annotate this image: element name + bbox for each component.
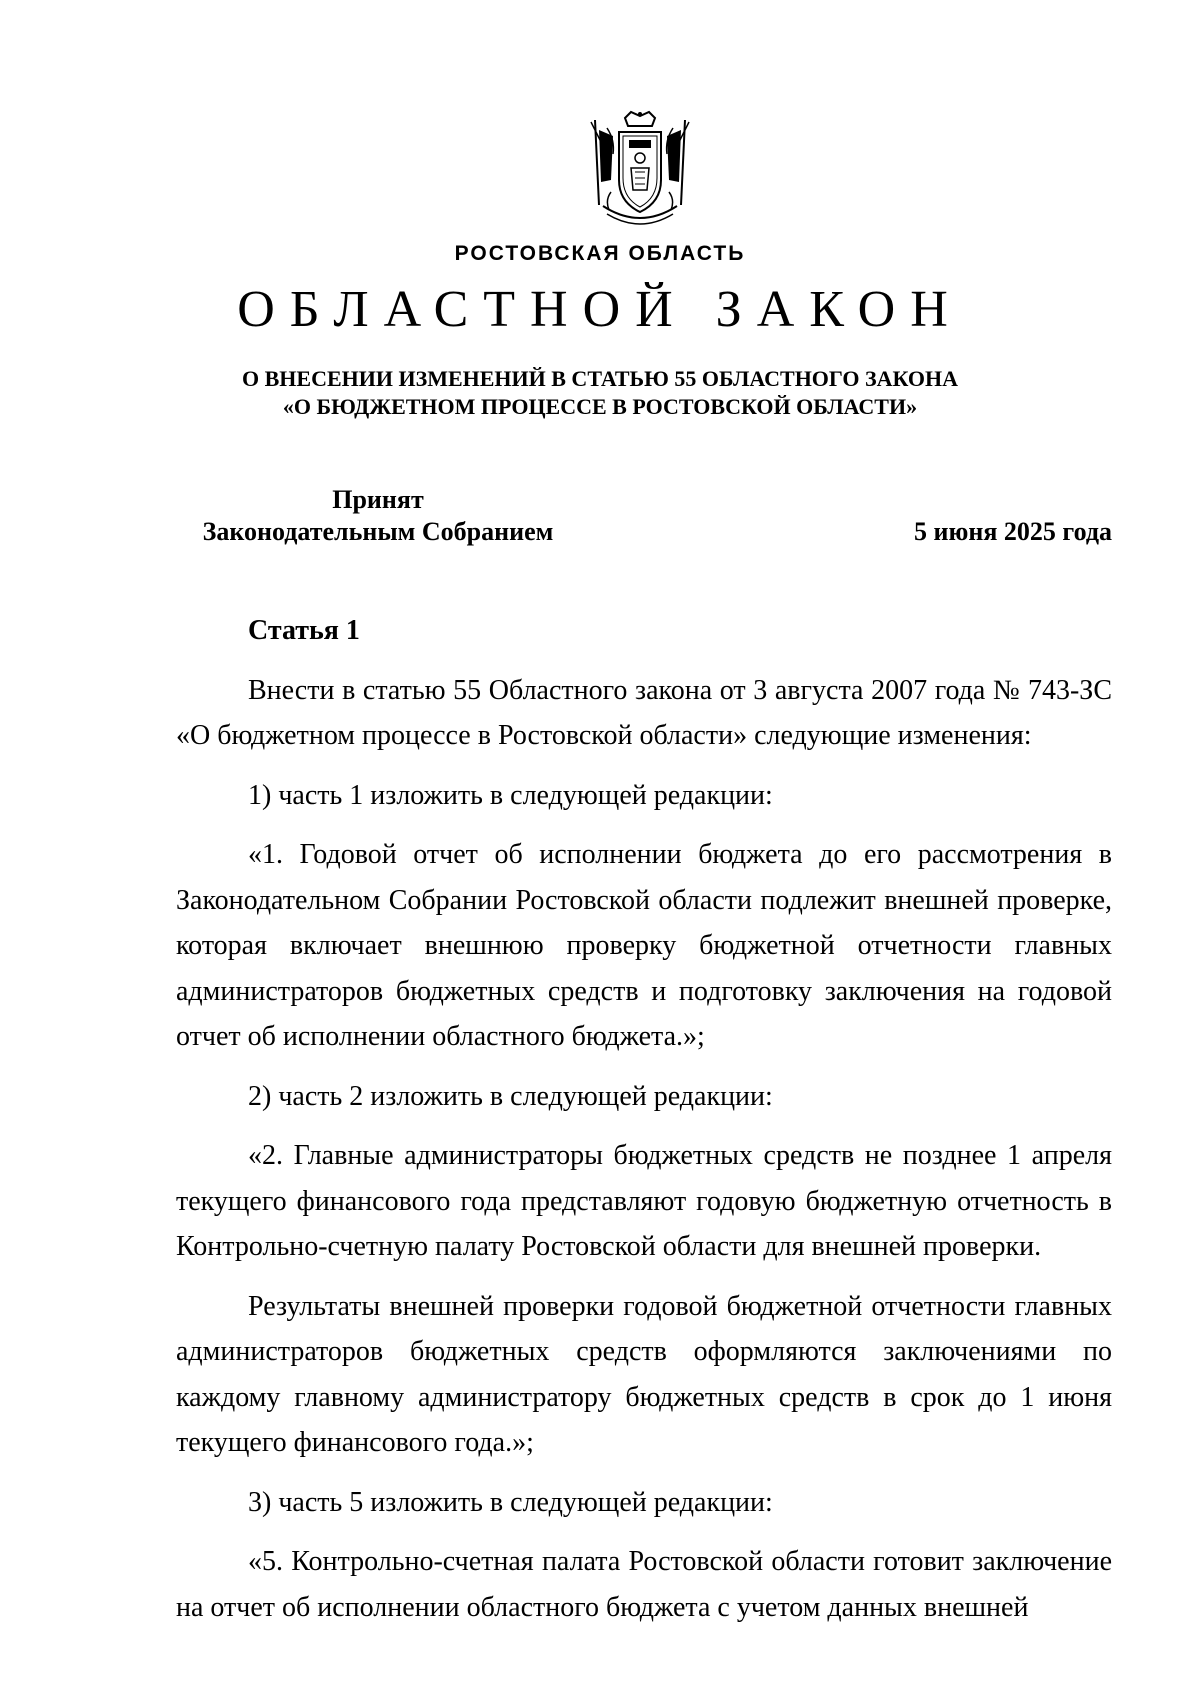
article-paragraph: «5. Контрольно-счетная палата Ростовской области готовит заключение на отчет об исполнении областного бюджета с учетом данных внешней (176, 1546, 1112, 1623)
adoption-block (178, 484, 578, 548)
article-body (176, 608, 1112, 1644)
article-paragraph: 1) часть 1 изложить в следующей редакции: (248, 779, 773, 811)
article-paragraph: Результаты внешней проверки годовой бюджетной отчетности главных администраторов бюджетных средств оформляются заключениями по каждому главному администратору бюджетных средств в срок до 1 июня текущего финансового года.»; (176, 1290, 1112, 1458)
adopted-by: Законодательным Собранием (202, 517, 554, 546)
law-subject (0, 365, 1200, 421)
region-name: РОСТОВСКАЯ ОБЛАСТЬ (454, 242, 746, 265)
coat-of-arms-emblem (585, 110, 695, 235)
article-paragraph: «1. Годовой отчет об исполнении бюджета до его рассмотрения в Законодательном Собрании Ростовской области подлежит внешней проверке, которая включает внешнюю проверку бюджетной отчетности главных администраторов бюджетных средств и подготовку заключения на годовой отчет об исполнении областного бюджета.»; (176, 839, 1112, 1052)
adoption-date: 5 июня 2025 года (914, 517, 1112, 546)
adopted-label: Принят (332, 485, 424, 514)
article-paragraph: 3) часть 5 изложить в следующей редакции: (248, 1486, 773, 1518)
law-title: ОБЛАСТНОЙ ЗАКОН (237, 281, 963, 338)
article-paragraph: 2) часть 2 изложить в следующей редакции: (248, 1080, 773, 1112)
law-subject-line-2: «О БЮДЖЕТНОМ ПРОЦЕССЕ В РОСТОВСКОЙ ОБЛАСТИ» (282, 394, 918, 419)
article-paragraph: Внести в статью 55 Областного закона от 3 августа 2007 года № 743-ЗС «О бюджетном процессе в Ростовской области» следующие изменения: (176, 674, 1112, 751)
article-heading: Статья 1 (248, 615, 360, 646)
article-paragraph: «2. Главные администраторы бюджетных средств не позднее 1 апреля текущего финансового года представляют годовую бюджетную отчетность в Контрольно-счетную палату Ростовской области для внешней проверки. (176, 1140, 1112, 1262)
law-subject-line-1: О ВНЕСЕНИИ ИЗМЕНЕНИЙ В СТАТЬЮ 55 ОБЛАСТНОГО ЗАКОНА (242, 366, 958, 391)
